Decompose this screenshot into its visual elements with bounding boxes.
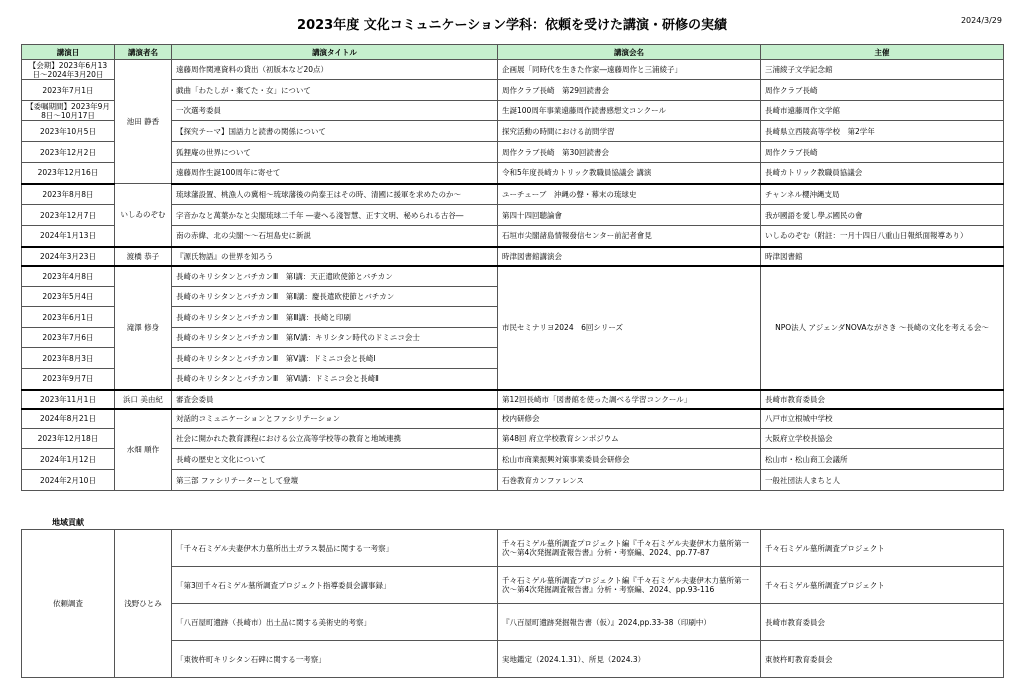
cell-date: 【委嘱期間】2023年9月8日～10月17日 (22, 101, 115, 121)
cell-event: 第12回長崎市「図書館を使った調べる学習コンクール」 (498, 390, 761, 409)
cell-speaker: 渡橋 恭子 (115, 247, 172, 266)
page-title: 2023年度 文化コミュニケーション学科：依頼を受けた講演・研修の実績 (297, 18, 727, 33)
cell-publication: 実地鑑定（2024.1.31）、所見（2024.3） (498, 641, 761, 678)
cell-speaker: 滝澤 修身 (115, 266, 172, 390)
cell-title: 「千々石ミゲル夫妻伊木力墓所出土ガラス製品に関する一考察」 (172, 530, 498, 567)
cell-date: 2023年7月1日 (22, 80, 115, 101)
cell-date: 2024年1月12日 (22, 449, 115, 470)
cell-date: 2023年12月16日 (22, 163, 115, 184)
cell-host: チャンネル櫻沖縄支局 (761, 184, 1004, 205)
cell-host: 千々石ミゲル墓所調査プロジェクト (761, 530, 1004, 567)
lecture-table (21, 44, 1004, 491)
cell-host: 松山市・松山商工会議所 (761, 449, 1004, 470)
document-date: 2024/3/29 (960, 16, 1002, 25)
cell-event: ユーチューブ 沖縄の聲・幕末の琉球史 (498, 184, 761, 205)
cell-date: 2024年2月10日 (22, 470, 115, 491)
cell-title: 「第3回千々石ミゲル墓所調査プロジェクト指導委員会講事録」 (172, 567, 498, 604)
table-row (22, 409, 1004, 429)
cell-speaker: 浜口 美由紀 (115, 390, 172, 409)
cell-date: 2024年3月23日 (22, 247, 115, 266)
cell-title: 戯曲「わたしが・棄てた・女」について (172, 80, 498, 101)
cell-title: 遠藤周作生誕100周年に寄せて (172, 163, 498, 184)
cell-title: 長崎のキリシタンとバチカンⅢ 第Ⅵ講：ドミニコ会と長崎Ⅱ (172, 369, 498, 390)
cell-host: 長崎カトリック教職員協議会 (761, 163, 1004, 184)
table-header-row (22, 45, 1004, 60)
cell-host: 我が國語を愛し學ぶ國民の會 (761, 205, 1004, 226)
cell-host: 長崎県立西陵高等学校 第2学年 (761, 121, 1004, 142)
header-host: 主催 (761, 45, 1004, 60)
cell-event: 探究活動の時間における訪問学習 (498, 121, 761, 142)
cell-event: 時津図書館講演会 (498, 247, 761, 266)
header-title: 講演タイトル (172, 45, 498, 60)
table-row (22, 247, 1004, 266)
cell-date: 2023年7月6日 (22, 328, 115, 348)
cell-speaker: 池田 静香 (115, 60, 172, 184)
cell-event: 周作クラブ長崎 第30回読書会 (498, 142, 761, 163)
cell-event: 校内研修会 (498, 409, 761, 429)
cell-date: 【会期】2023年6月13日～2024年3月20日 (22, 60, 115, 80)
cell-publication: 千々石ミゲル墓所調査プロジェクト編『千々石ミゲル夫妻伊木力墓所第一次～第4次発掘調査報告書』分析・考察編、2024、pp.77-87 (498, 530, 761, 567)
cell-host-merged: NPO法人 アジェンダNOVAながさき ～長崎の文化を考える会～ (761, 266, 1004, 390)
cell-speaker: 水畑 順作 (115, 409, 172, 491)
cell-publication: 千々石ミゲル墓所調査プロジェクト編『千々石ミゲル夫妻伊木力墓所第一次～第4次発掘調査報告書』分析・考察編、2024、pp.93-116 (498, 567, 761, 604)
cell-host: 三浦綾子文学記念館 (761, 60, 1004, 80)
cell-publication: 『八百屋町遺跡発掘報告書（仮）』2024,pp.33-38（印刷中） (498, 604, 761, 641)
table-row (22, 390, 1004, 409)
cell-title: 対話的コミュニケーションとファシリテーション (172, 409, 498, 429)
cell-date: 2023年8月3日 (22, 348, 115, 369)
header-date: 講演日 (22, 45, 115, 60)
section-heading-regional: 地域貢献 (52, 518, 84, 527)
cell-date: 2024年1月13日 (22, 226, 115, 247)
cell-title: 長崎のキリシタンとバチカンⅢ 第Ⅱ講：慶長遣欧使節とバチカン (172, 287, 498, 307)
cell-event: 石巻教育カンファレンス (498, 470, 761, 491)
cell-host: 千々石ミゲル墓所調査プロジェクト (761, 567, 1004, 604)
cell-speaker: いしゐのぞむ (115, 184, 172, 247)
cell-event: 令和5年度長崎カトリック教職員協議会 講演 (498, 163, 761, 184)
cell-date: 2023年8月8日 (22, 184, 115, 205)
cell-event: 企画展「同時代を生きた作家―遠藤周作と三浦綾子」 (498, 60, 761, 80)
cell-title: 狐狸庵の世界について (172, 142, 498, 163)
cell-event: 第48回 府立学校教育シンポジウム (498, 429, 761, 449)
cell-title: 長崎の歴史と文化について (172, 449, 498, 470)
cell-title: 「八百屋町遺跡（長崎市）出土品に関する美術史的考察」 (172, 604, 498, 641)
cell-title: 一次選考委員 (172, 101, 498, 121)
cell-date: 2023年12月7日 (22, 205, 115, 226)
cell-title: 【探究テーマ】国語力と読書の関係について (172, 121, 498, 142)
cell-host: 長崎市教育委員会 (761, 390, 1004, 409)
cell-title: 「東彼杵町キリシタン石碑に関する一考察」 (172, 641, 498, 678)
cell-title: 長崎のキリシタンとバチカンⅢ 第Ⅴ講：ドミニコ会と長崎Ⅰ (172, 348, 498, 369)
cell-date: 2023年9月7日 (22, 369, 115, 390)
cell-title: 社会に開かれた教育課程における公立高等学校等の教育と地域連携 (172, 429, 498, 449)
cell-date: 2023年5月4日 (22, 287, 115, 307)
cell-title: 遠藤周作関連資料の貸出（初版本など20点） (172, 60, 498, 80)
cell-host: 周作クラブ長崎 (761, 142, 1004, 163)
cell-event: 生誕100周年事業遠藤周作読書感想文コンクール (498, 101, 761, 121)
cell-title: 長崎のキリシタンとバチカンⅢ 第Ⅳ講：キリシタン時代のドミニコ会士 (172, 328, 498, 348)
cell-title: 南の赤緯、北の尖閣～～石垣島史に新説 (172, 226, 498, 247)
cell-date: 2023年12月2日 (22, 142, 115, 163)
header-event: 講演会名 (498, 45, 761, 60)
cell-title: 審査会委員 (172, 390, 498, 409)
cell-event: 第四十四回聴論會 (498, 205, 761, 226)
cell-event-merged: 市民セミナリヨ2024 6回シリーズ (498, 266, 761, 390)
cell-host: 長崎市遠藤周作文学館 (761, 101, 1004, 121)
cell-category: 依頼調査 (22, 530, 115, 678)
cell-date: 2023年12月18日 (22, 429, 115, 449)
regional-contribution-table (21, 529, 1004, 678)
table-row (22, 184, 1004, 205)
cell-speaker: 浅野ひとみ (115, 530, 172, 678)
cell-date: 2023年4月8日 (22, 266, 115, 287)
header-speaker: 講演者名 (115, 45, 172, 60)
cell-title: 字音かなと萬葉かなと尖閣琉球二千年 ―妻へる淺智慧、正す文明、秘められる古谷― (172, 205, 498, 226)
cell-event: 松山市商業振興対策事業委員会研修会 (498, 449, 761, 470)
table-row (22, 530, 1004, 567)
cell-host: 大阪府立学校長協会 (761, 429, 1004, 449)
cell-title: 長崎のキリシタンとバチカンⅢ 第Ⅲ講：長崎と印刷 (172, 307, 498, 328)
cell-host: 一般社団法人まちと人 (761, 470, 1004, 491)
cell-host: 長崎市教育委員会 (761, 604, 1004, 641)
cell-host: 周作クラブ長崎 (761, 80, 1004, 101)
cell-date: 2023年10月5日 (22, 121, 115, 142)
cell-host: 八戸市立根城中学校 (761, 409, 1004, 429)
cell-host: いしゐのぞむ（附註：一月十四日八重山日報紙面報導あり） (761, 226, 1004, 247)
cell-event: 周作クラブ長崎 第29回読書会 (498, 80, 761, 101)
cell-date: 2024年8月21日 (22, 409, 115, 429)
cell-title: 第三部 ファシリテーターとして登壇 (172, 470, 498, 491)
cell-title: 琉球藩設置、桃漁人の冀相～琉球藩後の尚泰王はその時、清國に援軍を求めたのか～ (172, 184, 498, 205)
cell-host: 東彼杵町教育委員会 (761, 641, 1004, 678)
cell-title: 長崎のキリシタンとバチカンⅢ 第Ⅰ講：天正遣欧使節とバチカン (172, 266, 498, 287)
cell-host: 時津図書館 (761, 247, 1004, 266)
table-row (22, 266, 1004, 287)
table-row (22, 60, 1004, 80)
cell-event: 石垣市尖閣諸島情報發信センター前記者會見 (498, 226, 761, 247)
cell-title: 『源氏物語』の世界を知ろう (172, 247, 498, 266)
cell-date: 2023年6月1日 (22, 307, 115, 328)
cell-date: 2023年11月1日 (22, 390, 115, 409)
